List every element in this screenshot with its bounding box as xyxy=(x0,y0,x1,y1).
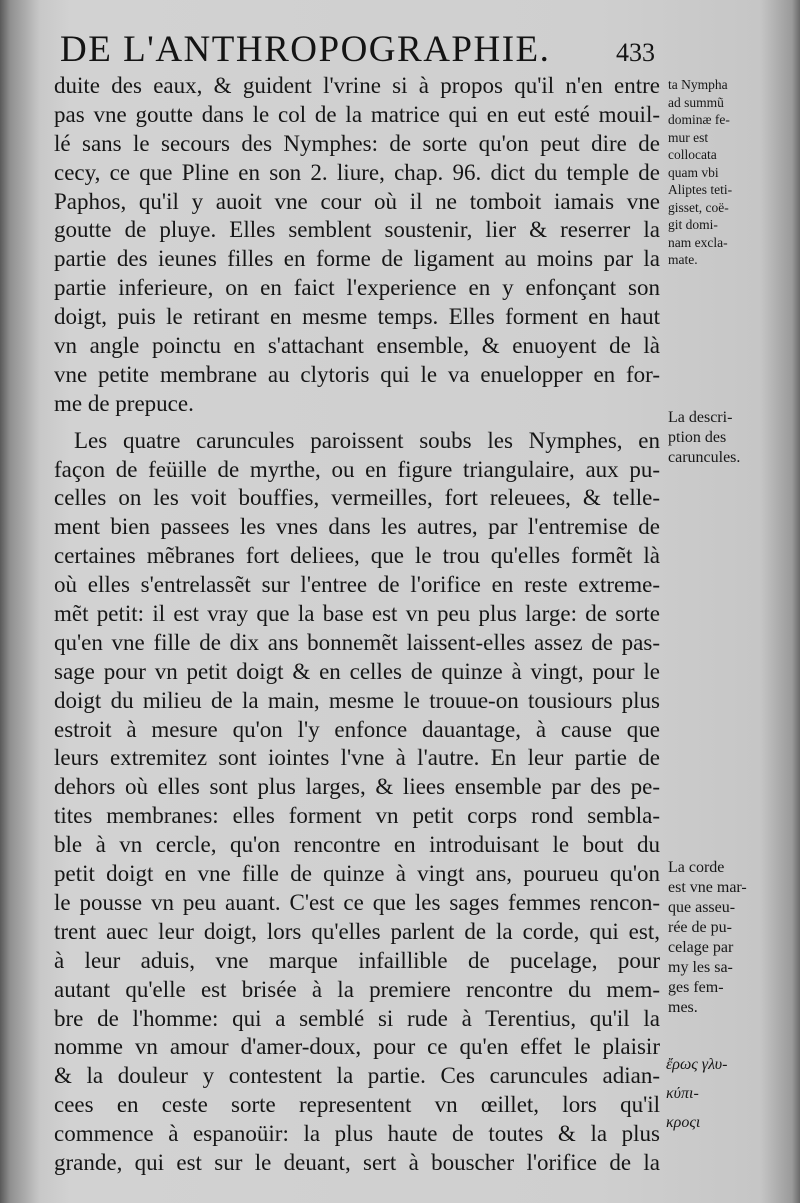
text-line: petit doigt en vne fille de quinze à vingt ans, pourueu qu'on xyxy=(54,861,660,887)
margin-note-line: rée de pu- xyxy=(668,919,732,936)
text-line: duite des eaux, & guident l'vrine si à propos qu'il n'en entre xyxy=(54,73,660,98)
margin-note-greek xyxy=(666,1050,776,1137)
text-line: goutte de pluye. Elles semblent soustenir, lier & reserrer la xyxy=(54,217,660,243)
text-line: leurs extremitez sont iointes l'vne à l'autre. En leur partie de xyxy=(54,745,660,771)
text-line: pas vne goutte dans le col de la matrice qui en eut esté mouil- xyxy=(54,101,660,127)
text-line: & la douleur y contestent la partie. Ces caruncules adian- xyxy=(54,1063,660,1089)
text-line: sage pour vn petit doigt & en celles de quinze à vingt, pour le xyxy=(54,658,660,684)
text-line: dehors où elles sont plus larges, & liees ensemble par des pe- xyxy=(54,774,660,800)
margin-note-la-corde xyxy=(668,858,768,1018)
margin-note-line: La descri- xyxy=(668,409,733,426)
greek-note-line: κύπι- xyxy=(666,1085,699,1102)
text-line: partie inferieure, on en faict l'experience en y enfonçant son xyxy=(54,275,660,301)
margin-note-line: caruncules. xyxy=(668,449,741,466)
running-head: DE L'ANTHROPOGRAPHIE. xyxy=(60,29,551,70)
text-line: cecy, ce que Pline en son 2. liure, chap. 96. dict du temple de xyxy=(54,159,660,185)
text-line: lé sans le secours des Nymphes: de sorte qu'on peut dire de xyxy=(54,130,660,156)
text-line: tites membranes: elles forment vn petit corps rond sembla- xyxy=(54,803,660,829)
greek-note-line: κροςι xyxy=(666,1114,701,1131)
text-line: ble à vn cercle, qu'on rencontre en introduisant le bout du xyxy=(54,832,660,858)
text-line: Paphos, qu'il y auoit vne cour où il ne tomboit iamais vne xyxy=(54,188,660,214)
text-line: Les quatre caruncules paroissent soubs les Nymphes, en xyxy=(74,427,660,453)
margin-note-caruncules xyxy=(668,408,768,468)
margin-note-line: ad summũ xyxy=(668,94,724,110)
margin-note-line: ta Nympha xyxy=(668,77,728,92)
text-line: certaines mẽbranes fort deliees, que le trou qu'elles formẽt là xyxy=(54,543,660,569)
text-line: façon de feüille de myrthe, ou en figure triangulaire, aux pu- xyxy=(54,456,660,482)
margin-note-line: ption des xyxy=(668,429,727,446)
text-line: nomme vn amour d'amer-doux, pour ce qu'en effet le plaisir xyxy=(54,1034,660,1060)
main-text-column xyxy=(54,72,660,1178)
margin-note-line: mes. xyxy=(668,999,698,1016)
text-line: vne petite membrane au clytoris qui le va enuelopper en for- xyxy=(54,361,660,387)
text-line: grande, qui est sur le deuant, sert à bouscher l'orifice de la xyxy=(54,1149,660,1175)
margin-note-line: Aliptes teti- xyxy=(668,182,733,197)
margin-note-line: mate. xyxy=(668,252,698,267)
text-line: où elles s'entrelassẽt sur l'entree de l'orifice en reste extreme- xyxy=(54,572,660,598)
text-line: le pousse vn peu auant. C'est ce que les sages femmes rencon- xyxy=(54,889,660,915)
text-line: commence à espanoüir: la plus haute de toutes & la plus xyxy=(54,1121,660,1147)
text-line: doigt, puis le retirant en mesme temps. Elles forment en haut xyxy=(54,304,660,330)
margin-note-line: gisset, coë- xyxy=(668,199,729,215)
margin-note-line: git domi- xyxy=(668,217,718,232)
text-line: trent auec leur doigt, lors qu'elles parlent de la corde, qui est, xyxy=(54,918,660,944)
margin-note-line: celage par xyxy=(668,939,734,956)
text-line: celles on les voit bouffies, vermeilles, fort releuees, & telle- xyxy=(54,485,660,511)
text-line: vn angle poinctu en s'attachant ensemble, & enuoyent de là xyxy=(54,333,660,359)
text-line: estroit à mesure qu'on l'y enfonce dauantage, à cause que xyxy=(54,716,660,742)
text-line: cees en ceste sorte representent vn œillet, lors qu'il xyxy=(54,1092,660,1118)
margin-note-line: dominæ fe- xyxy=(668,112,730,127)
greek-note-line: ἔρως γλυ- xyxy=(666,1056,728,1073)
text-line: à leur aduis, vne marque infaillible de pucelage, pour xyxy=(54,947,660,973)
margin-note-line: quam vbi xyxy=(668,164,719,180)
text-line: qu'en vne fille de dix ans bonnemẽt laissent-elles assez de pas- xyxy=(54,629,660,655)
text-line: autant qu'elle est brisée à la premiere rencontre du mem- xyxy=(54,976,660,1002)
text-line: partie des ieunes filles en forme de ligament au moins par la xyxy=(54,246,660,272)
margin-note-line: La corde xyxy=(668,859,725,876)
margin-note-line: collocata xyxy=(668,147,717,162)
margin-note-line: my les sa- xyxy=(668,959,733,976)
text-line: me de prepuce. xyxy=(54,390,194,416)
margin-note-line: que asseu- xyxy=(668,899,736,916)
text-line: mẽt petit: il est vray que la base est vn peu plus large: de sorte xyxy=(54,601,660,627)
page-number: 433 xyxy=(616,38,655,67)
text-line: ment bien passees les vnes dans les autres, par l'entremise de xyxy=(54,514,660,540)
margin-note-line: est vne mar- xyxy=(668,879,747,896)
margin-note-line: nam excla- xyxy=(668,234,728,250)
text-line: doigt du milieu de la main, mesme le trouue-on tousiours plus xyxy=(54,687,660,713)
text-line: bre de l'homme: qui a semblé si rude à Terentius, qu'il la xyxy=(54,1005,660,1031)
margin-note-line: mur est xyxy=(668,129,709,145)
margin-note-latin-quote xyxy=(668,76,768,269)
margin-note-line: ges fem- xyxy=(668,979,724,996)
